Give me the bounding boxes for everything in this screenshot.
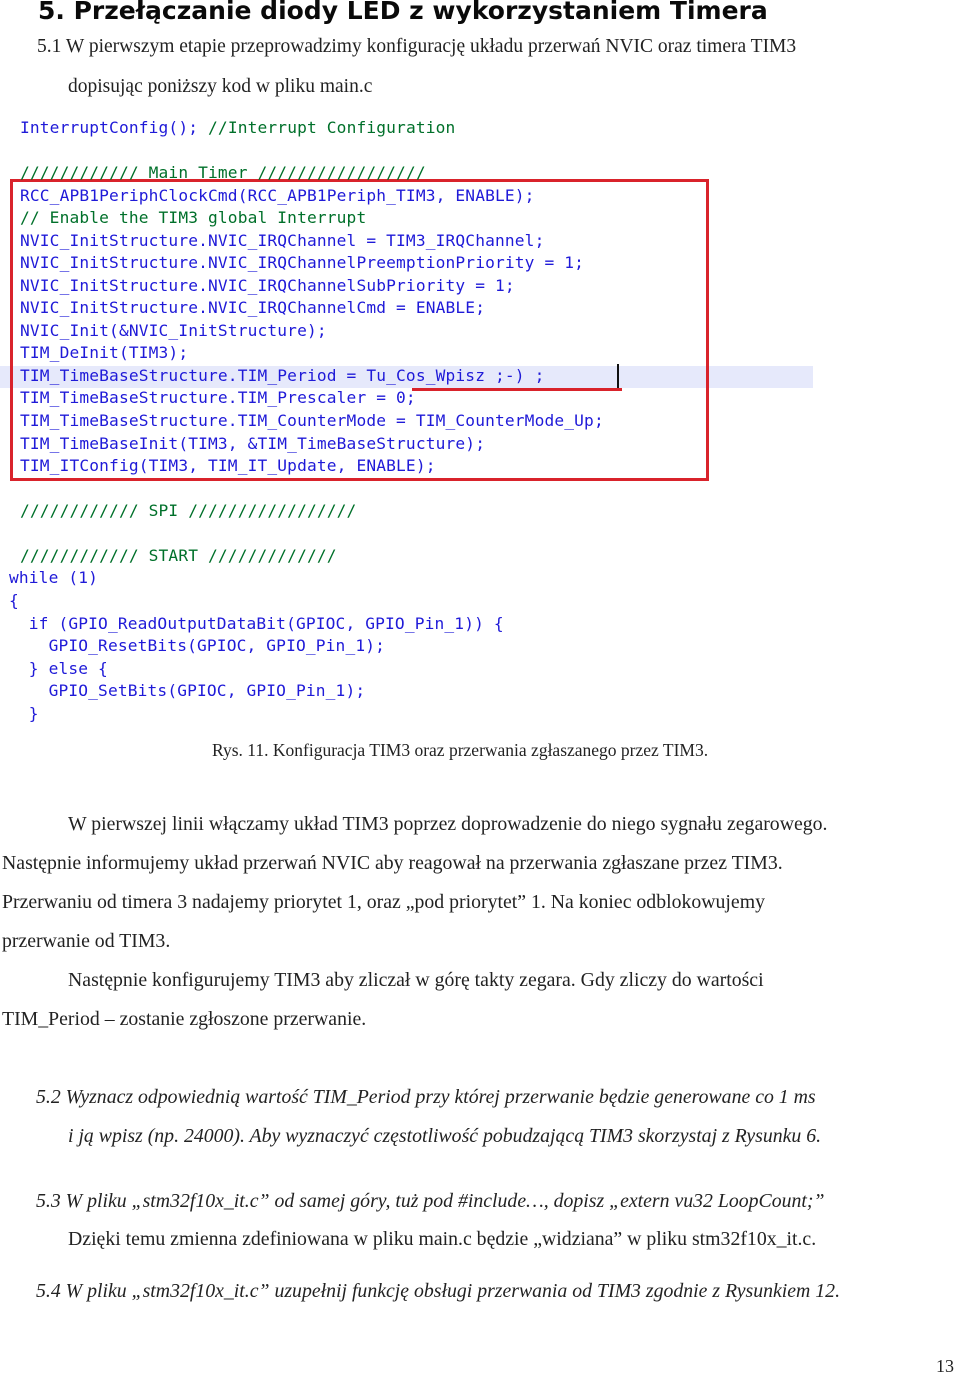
code-line: } [9, 704, 39, 723]
code-line: TIM_ITConfig(TIM3, TIM_IT_Update, ENABLE); [20, 456, 436, 475]
code-line: if (GPIO_ReadOutputDataBit(GPIOC, GPIO_Pin_1)) { [9, 614, 504, 633]
step-5-2-line-1: 5.2 Wyznacz odpowiednią wartość TIM_Period przy której przerwanie będzie generowane co 1 ms [36, 1086, 816, 1108]
section-heading: 5. Przełączanie diody LED z wykorzystaniem Timera [38, 0, 768, 25]
code-line: // Enable the TIM3 global Interrupt [20, 208, 367, 227]
code-line: NVIC_InitStructure.NVIC_IRQChannel = TIM3_IRQChannel; [20, 231, 545, 250]
code-line: TIM_TimeBaseInit(TIM3, &TIM_TimeBaseStructure); [20, 434, 486, 453]
paragraph-1-line-4: przerwanie od TIM3. [2, 930, 171, 952]
paragraph-1-line-3: Przerwaniu od timera 3 nadajemy priorytet 1, oraz „pod priorytet” 1. Na koniec odblokowujemy [2, 891, 765, 913]
paragraph-2-line-2: TIM_Period – zostanie zgłoszone przerwanie. [2, 1008, 367, 1030]
code-line: //////////// Main Timer ///////////////// [20, 163, 426, 182]
code-line: NVIC_InitStructure.NVIC_IRQChannelCmd = ENABLE; [20, 298, 486, 317]
code-line: while (1) [9, 568, 99, 587]
step-5-3-line-1: 5.3 W pliku „stm32f10x_it.c” od samej góry, tuż pod #include…, dopisz „extern vu32 LoopCount;” [36, 1190, 825, 1212]
code-line: NVIC_InitStructure.NVIC_IRQChannelPreemptionPriority = 1; [20, 253, 585, 272]
code-line: TIM_TimeBaseStructure.TIM_Prescaler = 0; [20, 388, 416, 407]
code-line: TIM_TimeBaseStructure.TIM_Period = Tu_Cos_Wpisz ;-) ; [20, 366, 545, 385]
code-line: TIM_TimeBaseStructure.TIM_CounterMode = TIM_CounterMode_Up; [20, 411, 604, 430]
page-number: 13 [936, 1356, 954, 1376]
step-5-2-line-2: i ją wpisz (np. 24000). Aby wyznaczyć częstotliwość pobudzającą TIM3 skorzystaj z Rysunku 6. [68, 1125, 822, 1147]
step-5-1-line-2: dopisując poniższy kod w pliku main.c [68, 76, 373, 97]
code-line: //////////// SPI ///////////////// [20, 501, 357, 520]
figure-caption: Rys. 11. Konfiguracja TIM3 oraz przerwania zgłaszanego przez TIM3. [212, 740, 709, 760]
code-line: } else { [9, 659, 108, 678]
paragraph-1-line-2: Następnie informujemy układ przerwań NVIC aby reagował na przerwania zgłaszane przez TIM3. [2, 852, 783, 874]
code-line: GPIO_ResetBits(GPIOC, GPIO_Pin_1); [9, 636, 386, 655]
red-underline [412, 388, 622, 391]
code-line: NVIC_InitStructure.NVIC_IRQChannelSubPriority = 1; [20, 276, 515, 295]
code-line: NVIC_Init(&NVIC_InitStructure); [20, 321, 327, 340]
step-5-1-line-1: 5.1 W pierwszym etapie przeprowadzimy konfigurację układu przerwań NVIC oraz timera TIM3 [37, 36, 797, 57]
code-line: RCC_APB1PeriphClockCmd(RCC_APB1Periph_TIM3, ENABLE); [20, 186, 535, 205]
step-5-4: 5.4 W pliku „stm32f10x_it.c” uzupełnij funkcję obsługi przerwania od TIM3 zgodnie z Rysunkiem 12. [36, 1280, 841, 1302]
code-line: //////////// START ///////////// [20, 546, 337, 565]
code-line: { [9, 591, 19, 610]
paragraph-1-line-1: W pierwszej linii włączamy układ TIM3 poprzez doprowadzenie do niego sygnału zegarowego. [68, 813, 828, 835]
code-line: TIM_DeInit(TIM3); [20, 343, 189, 362]
code-line: InterruptConfig(); //Interrupt Configuration [20, 118, 456, 137]
step-5-3-line-2: Dzięki temu zmienna zdefiniowana w pliku main.c będzie „widziana” w pliku stm32f10x_it.c. [68, 1228, 817, 1250]
paragraph-2-line-1: Następnie konfigurujemy TIM3 aby zliczał w górę takty zegara. Gdy zliczy do wartości [68, 969, 764, 991]
code-line: GPIO_SetBits(GPIOC, GPIO_Pin_1); [9, 681, 366, 700]
text-cursor [617, 364, 619, 388]
